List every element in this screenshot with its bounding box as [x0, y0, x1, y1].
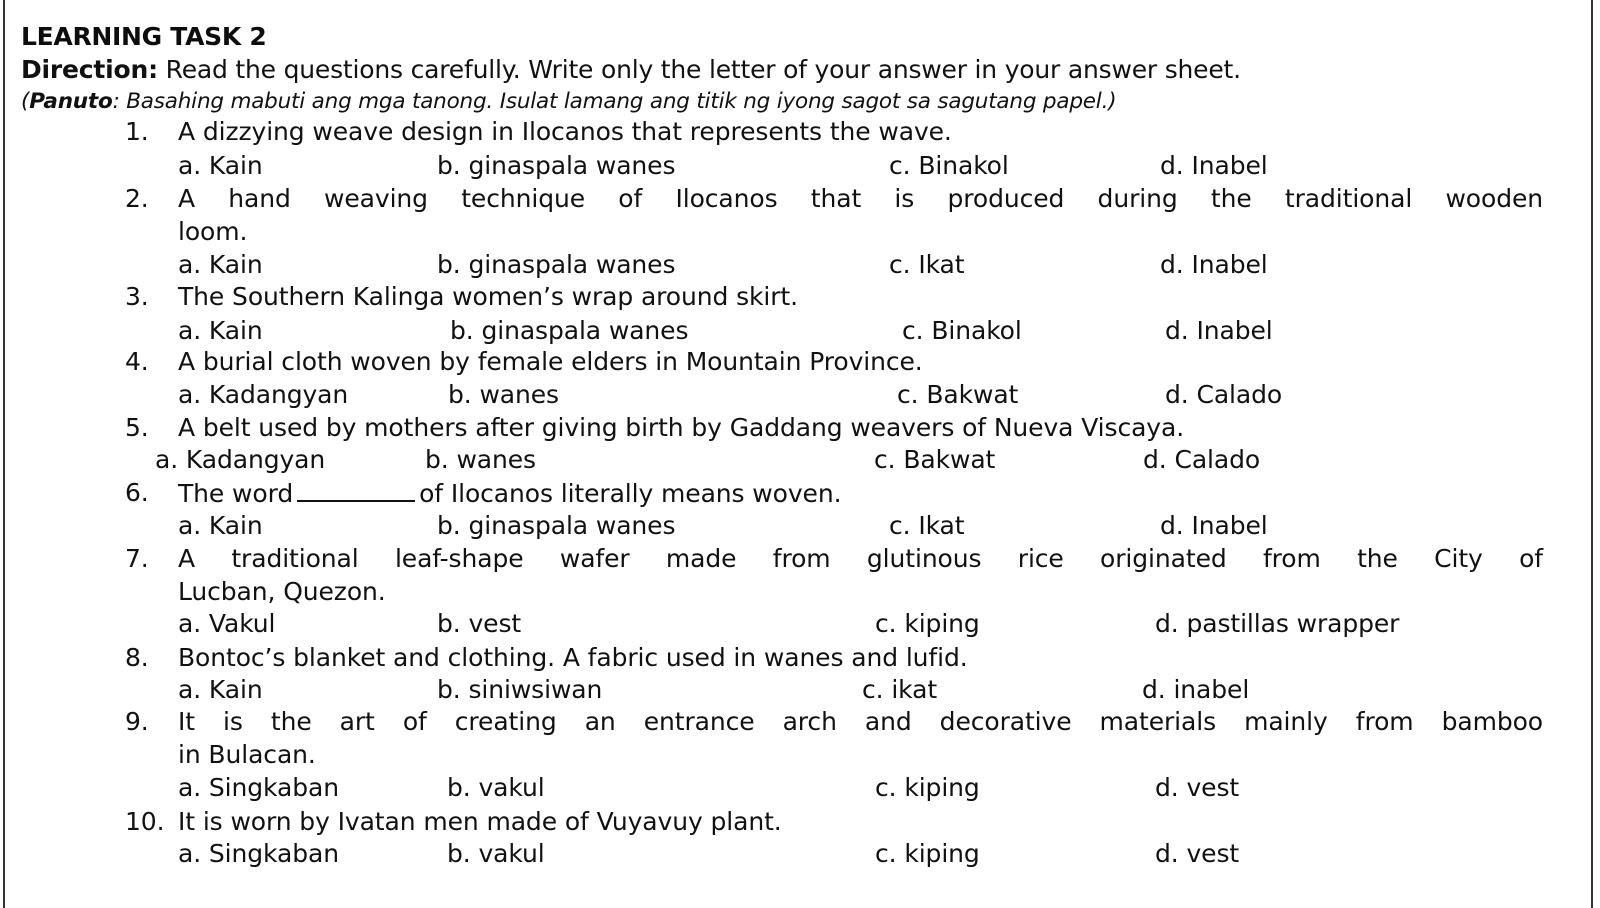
option-c: c. kiping	[875, 839, 980, 868]
option-c: c. Bakwat	[897, 380, 1019, 409]
question-text-continued: loom.	[178, 217, 248, 246]
question-text: A hand weaving technique of Ilocanos that is produced during the traditional wooden	[178, 184, 1543, 213]
question-text	[178, 478, 841, 509]
question-number: 8.	[125, 643, 149, 672]
option-a: a. Vakul	[178, 609, 276, 638]
direction-instruction	[21, 55, 1241, 84]
option-b: b. vakul	[447, 839, 545, 868]
question-number: 10.	[125, 807, 165, 836]
option-d: d. inabel	[1142, 675, 1250, 704]
option-d: d. Inabel	[1160, 511, 1268, 540]
option-b: b. ginaspala wanes	[450, 316, 689, 345]
option-b: b. vest	[437, 609, 522, 638]
option-a: a. Kain	[178, 511, 263, 540]
option-b: b. wanes	[448, 380, 559, 409]
option-c: c. Binakol	[902, 316, 1022, 345]
option-d: d. Calado	[1165, 380, 1283, 409]
question-number: 4.	[125, 347, 149, 376]
question-text: Bontoc’s blanket and clothing. A fabric used in wanes and lufid.	[178, 643, 968, 672]
direction-label: Direction:	[21, 55, 158, 84]
question-text-continued: in Bulacan.	[178, 740, 316, 769]
question-number: 1.	[125, 117, 149, 146]
question-number: 5.	[125, 413, 149, 442]
panuto-text: : Basahing mabuti ang mga tanong. Isulat lamang ang titik ng iyong sagot sa sagutang papel.)	[112, 89, 1117, 114]
option-a: a. Kadangyan	[178, 380, 349, 409]
question-text: A burial cloth woven by female elders in Mountain Province.	[178, 347, 923, 376]
question-number: 7.	[125, 544, 149, 573]
question-text-before-blank: The word	[178, 479, 294, 508]
question-number: 2.	[125, 184, 149, 213]
option-a: a. Singkaban	[178, 839, 339, 868]
question-number: 9.	[125, 707, 149, 736]
option-a: a. Kain	[178, 316, 263, 345]
page-title: LEARNING TASK 2	[21, 22, 267, 51]
option-a: a. Kain	[178, 675, 263, 704]
option-b: b. wanes	[425, 445, 536, 474]
question-text: A dizzying weave design in Ilocanos that represents the wave.	[178, 117, 952, 146]
option-b: b. siniwsiwan	[437, 675, 603, 704]
option-c: c. Ikat	[889, 511, 965, 540]
question-number: 3.	[125, 282, 149, 311]
option-b: b. ginaspala wanes	[437, 511, 676, 540]
question-text: It is worn by Ivatan men made of Vuyavuy plant.	[178, 807, 782, 836]
option-b: b. ginaspala wanes	[437, 151, 676, 180]
panuto-open-paren: (	[21, 89, 30, 114]
option-c: c. Bakwat	[874, 445, 996, 474]
option-c: c. kiping	[875, 773, 980, 802]
option-c: c. Binakol	[889, 151, 1009, 180]
direction-text: Read the questions carefully. Write only the letter of your answer in your answer sheet.	[157, 55, 1241, 84]
option-a: a. Kain	[178, 250, 263, 279]
option-d: d. vest	[1155, 773, 1240, 802]
option-c: c. kiping	[875, 609, 980, 638]
panuto-label: Panuto	[29, 89, 113, 114]
option-d: d. vest	[1155, 839, 1240, 868]
option-d: d. pastillas wrapper	[1155, 609, 1400, 638]
question-text-after-blank: of Ilocanos literally means woven.	[419, 479, 842, 508]
option-d: d. Inabel	[1165, 316, 1273, 345]
option-c: c. ikat	[862, 675, 938, 704]
question-text: It is the art of creating an entrance arch and decorative materials mainly from bamboo	[178, 707, 1543, 736]
option-b: b. ginaspala wanes	[437, 250, 676, 279]
option-d: d. Inabel	[1160, 151, 1268, 180]
question-text: The Southern Kalinga women’s wrap around skirt.	[178, 282, 798, 311]
fill-in-blank	[297, 478, 415, 502]
question-text-continued: Lucban, Quezon.	[178, 577, 386, 606]
option-d: d. Inabel	[1160, 250, 1268, 279]
option-a: a. Kadangyan	[155, 445, 326, 474]
panuto-instruction	[21, 89, 1116, 114]
question-number: 6.	[125, 478, 149, 507]
option-a: a. Singkaban	[178, 773, 339, 802]
option-b: b. vakul	[447, 773, 545, 802]
option-c: c. Ikat	[889, 250, 965, 279]
question-text: A traditional leaf-shape wafer made from glutinous rice originated from the City of	[178, 544, 1543, 573]
option-a: a. Kain	[178, 151, 263, 180]
option-d: d. Calado	[1143, 445, 1261, 474]
question-text: A belt used by mothers after giving birth by Gaddang weavers of Nueva Viscaya.	[178, 413, 1185, 442]
